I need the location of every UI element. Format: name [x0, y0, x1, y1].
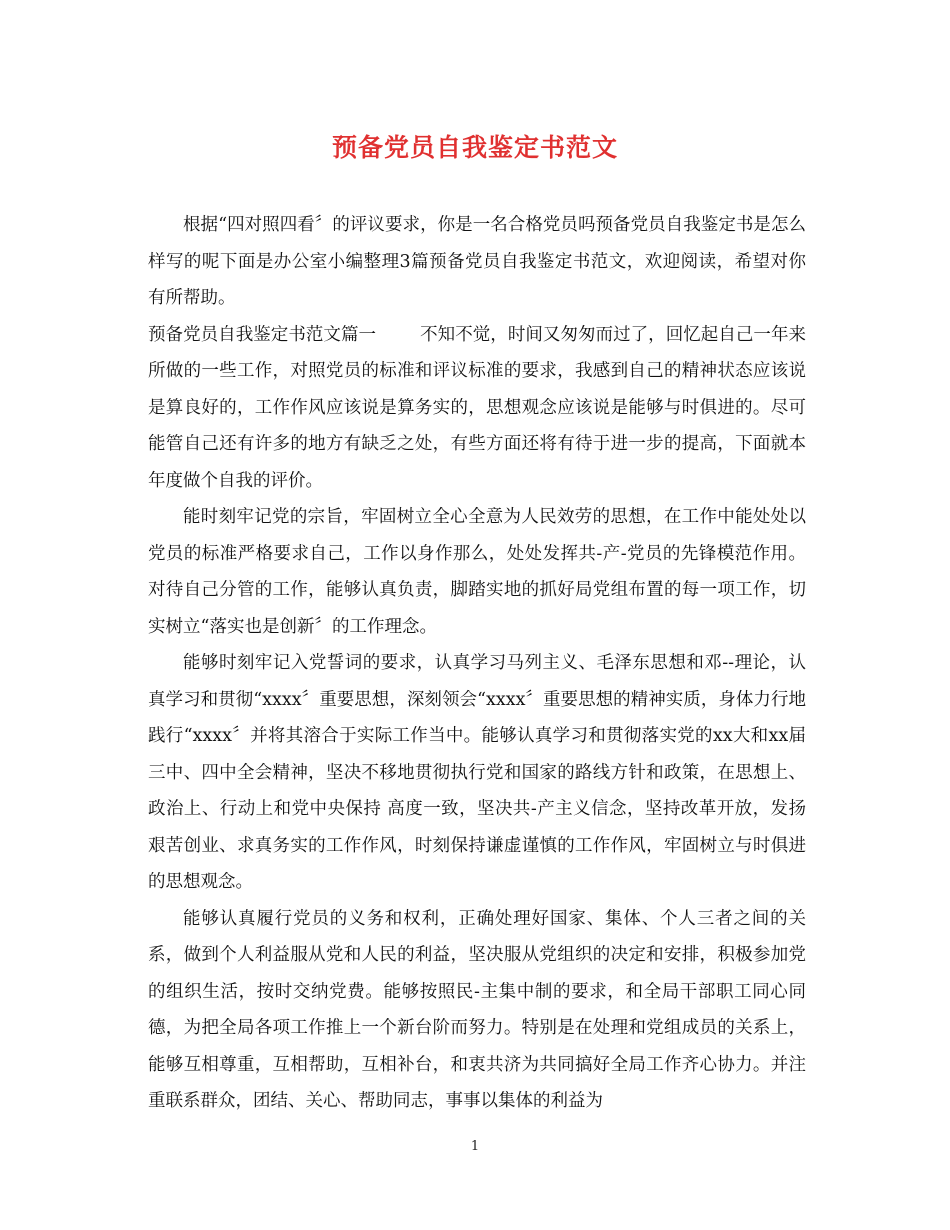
intro-paragraph: 根据“四对照四看〞的评议要求，你是一名合格党员吗预备党员自我鉴定书是怎么样写的呢下面是办公室小编整理3篇预备党员自我鉴定书范文，欢迎阅读，希望对你有所帮助。 — [148, 215, 806, 308]
body-paragraph-1: 能时刻牢记党的宗旨，牢固树立全心全意为人民效劳的思想，在工作中能处处以党员的标准严格要求自己，工作以身作那么，处处发挥共-产-党员的先锋模范作用。对待自己分管的工作，能够认真负责，脚踏实地的抓好局党组布置的每一项工作，切实树立“落实也是创新〞的工作理念。 — [148, 507, 806, 637]
page-number: 1 — [470, 1139, 480, 1154]
document-body — [148, 207, 806, 1120]
body-paragraph-3: 能够认真履行党员的义务和权利，正确处理好国家、集体、个人三者之间的关系，做到个人利益服从党和人民的利益，坚决服从党组织的决定和安排，积极参加党的组织生活，按时交纳党费。能够按照民-主集中制的要求，和全局干部职工同心同德，为把全局各项工作推上一个新台阶而努力。特别是在处理和党组成员的关系上，能够互相尊重，互相帮助，互相补台，和衷共济为共同搞好全局工作齐心协力。并注重联系群众，团结、关心、帮助同志，事事以集体的利益为 — [148, 908, 806, 1111]
body-paragraph-2: 能够时刻牢记入党誓词的要求，认真学习马列主义、毛泽东思想和邓--理论，认真学习和贯彻“xxxx〞重要思想，深刻领会“xxxx〞重要思想的精神实质，身体力行地践行“xxxx〞并将其溶合于实际工作当中。能够认真学习和贯彻落实党的xx大和xx届三中、四中全会精神，坚决不移地贯彻执行党和国家的路线方针和政策，在思想上、政治上、行动上和党中央保持 高度一致，坚决共-产主义信念，坚持改革开放，发扬艰苦创业、求真务实的工作作风，时刻保持谦虚谨慎的工作作风，牢固树立与时俱进的思想观念。 — [148, 653, 806, 892]
document-title: 预备党员自我鉴定书范文 — [331, 133, 618, 162]
section-paragraph — [148, 317, 806, 500]
section-first-paragraph: 不知不觉，时间又匆匆而过了，回忆起自己一年来所做的一些工作，对照党员的标准和评议标准的要求，我感到自己的精神状态应该说是算良好的，工作作风应该说是算务实的，思想观念应该说是能够与时俱进的。尽可能管自己还有许多的地方有缺乏之处，有些方面还将有待于进一步的提高，下面就本年度做个自我的评价。 — [148, 324, 807, 491]
section-heading: 预备党员自我鉴定书范文篇一 — [148, 324, 377, 345]
